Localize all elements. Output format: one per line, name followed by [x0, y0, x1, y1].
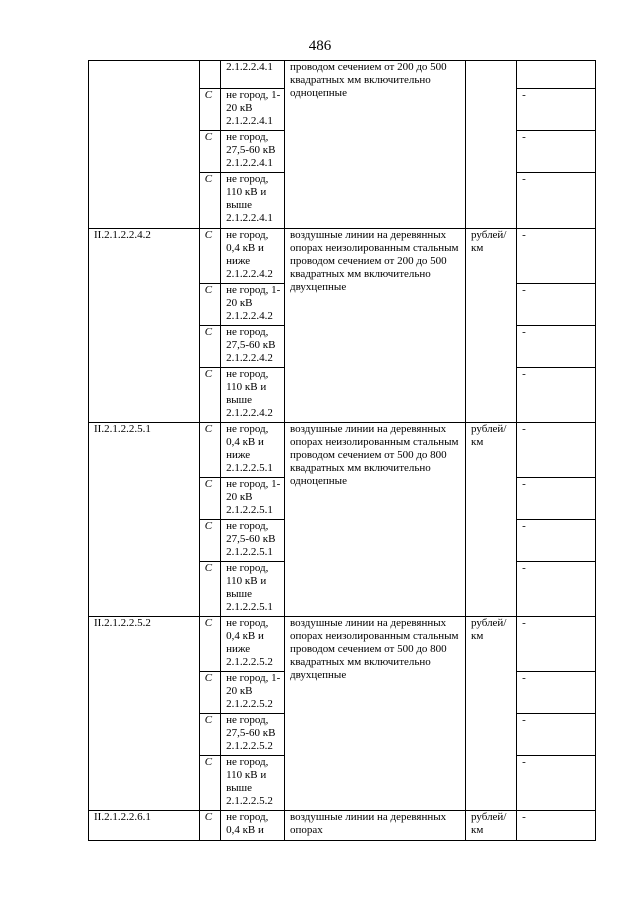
voltage-cell: 2.1.2.2.4.1	[221, 61, 285, 89]
description-cell: проводом сечением от 200 до 500 квадратных мм включительно одноцепные	[284, 61, 465, 229]
code-cell: II.2.1.2.2.6.1	[89, 811, 200, 841]
value-cell: -	[517, 89, 596, 131]
voltage-cell: не город, 27,5-60 кВ 2.1.2.2.4.1	[221, 131, 285, 173]
voltage-cell: не город, 1-20 кВ 2.1.2.2.5.1	[221, 478, 285, 520]
voltage-cell: не город, 0,4 кВ и ниже 2.1.2.2.4.2	[221, 229, 285, 284]
table-row	[89, 617, 596, 672]
value-cell: -	[517, 131, 596, 173]
letter-cell: С	[199, 756, 220, 811]
value-cell: -	[517, 811, 596, 841]
table-row	[89, 811, 596, 841]
letter-cell: С	[199, 131, 220, 173]
letter-cell: С	[199, 229, 220, 284]
voltage-cell: не город, 110 кВ и выше 2.1.2.2.4.2	[221, 368, 285, 423]
value-cell: -	[517, 284, 596, 326]
letter-cell: С	[199, 672, 220, 714]
letter-cell: С	[199, 562, 220, 617]
value-cell: -	[517, 617, 596, 672]
unit-cell: рублей/ км	[466, 811, 517, 841]
page-number: 486	[308, 38, 332, 54]
letter-cell: С	[199, 520, 220, 562]
description-cell: воздушные линии на деревянных опорах неизолированным стальным проводом сечением от 500 до 800 квадратных мм включительно двухцепные	[284, 617, 465, 811]
value-cell: -	[517, 326, 596, 368]
letter-cell: С	[199, 617, 220, 672]
table-row	[89, 61, 596, 89]
code-cell: II.2.1.2.2.5.1	[89, 423, 200, 617]
unit-cell: рублей/ км	[466, 423, 517, 617]
value-cell: -	[517, 368, 596, 423]
voltage-cell: не город, 0,4 кВ и	[221, 811, 285, 841]
voltage-cell: не город, 27,5-60 кВ 2.1.2.2.4.2	[221, 326, 285, 368]
letter-cell: С	[199, 811, 220, 841]
voltage-cell: не город, 0,4 кВ и ниже 2.1.2.2.5.2	[221, 617, 285, 672]
voltage-cell: не город, 110 кВ и выше 2.1.2.2.5.1	[221, 562, 285, 617]
code-cell: II.2.1.2.2.5.2	[89, 617, 200, 811]
value-cell: -	[517, 714, 596, 756]
voltage-cell: не город, 1-20 кВ 2.1.2.2.5.2	[221, 672, 285, 714]
unit-cell: рублей/ км	[466, 229, 517, 423]
letter-cell: С	[199, 368, 220, 423]
letter-cell: С	[199, 173, 220, 229]
description-cell: воздушные линии на деревянных опорах	[284, 811, 465, 841]
value-cell: -	[517, 173, 596, 229]
letter-cell: С	[199, 89, 220, 131]
code-cell: II.2.1.2.2.4.2	[89, 229, 200, 423]
value-cell: -	[517, 423, 596, 478]
voltage-cell: не город, 27,5-60 кВ 2.1.2.2.5.2	[221, 714, 285, 756]
value-cell: -	[517, 562, 596, 617]
letter-cell	[199, 61, 220, 89]
value-cell	[517, 61, 596, 89]
value-cell: -	[517, 478, 596, 520]
code-cell	[89, 61, 200, 229]
value-cell: -	[517, 520, 596, 562]
value-cell: -	[517, 756, 596, 811]
tariff-table	[88, 60, 596, 841]
voltage-cell: не город, 1-20 кВ 2.1.2.2.4.2	[221, 284, 285, 326]
letter-cell: С	[199, 326, 220, 368]
table-row	[89, 423, 596, 478]
voltage-cell: не город, 0,4 кВ и ниже 2.1.2.2.5.1	[221, 423, 285, 478]
value-cell: -	[517, 229, 596, 284]
letter-cell: С	[199, 478, 220, 520]
letter-cell: С	[199, 423, 220, 478]
description-cell: воздушные линии на деревянных опорах неизолированным стальным проводом сечением от 200 до 500 квадратных мм включительно двухцепные	[284, 229, 465, 423]
voltage-cell: не город, 27,5-60 кВ 2.1.2.2.5.1	[221, 520, 285, 562]
voltage-cell: не город, 1-20 кВ 2.1.2.2.4.1	[221, 89, 285, 131]
voltage-cell: не город, 110 кВ и выше 2.1.2.2.4.1	[221, 173, 285, 229]
description-cell: воздушные линии на деревянных опорах неизолированным стальным проводом сечением от 500 до 800 квадратных мм включительно одноцепные	[284, 423, 465, 617]
letter-cell: С	[199, 284, 220, 326]
table-row	[89, 229, 596, 284]
voltage-cell: не город, 110 кВ и выше 2.1.2.2.5.2	[221, 756, 285, 811]
unit-cell	[466, 61, 517, 229]
letter-cell: С	[199, 714, 220, 756]
value-cell: -	[517, 672, 596, 714]
unit-cell: рублей/ км	[466, 617, 517, 811]
